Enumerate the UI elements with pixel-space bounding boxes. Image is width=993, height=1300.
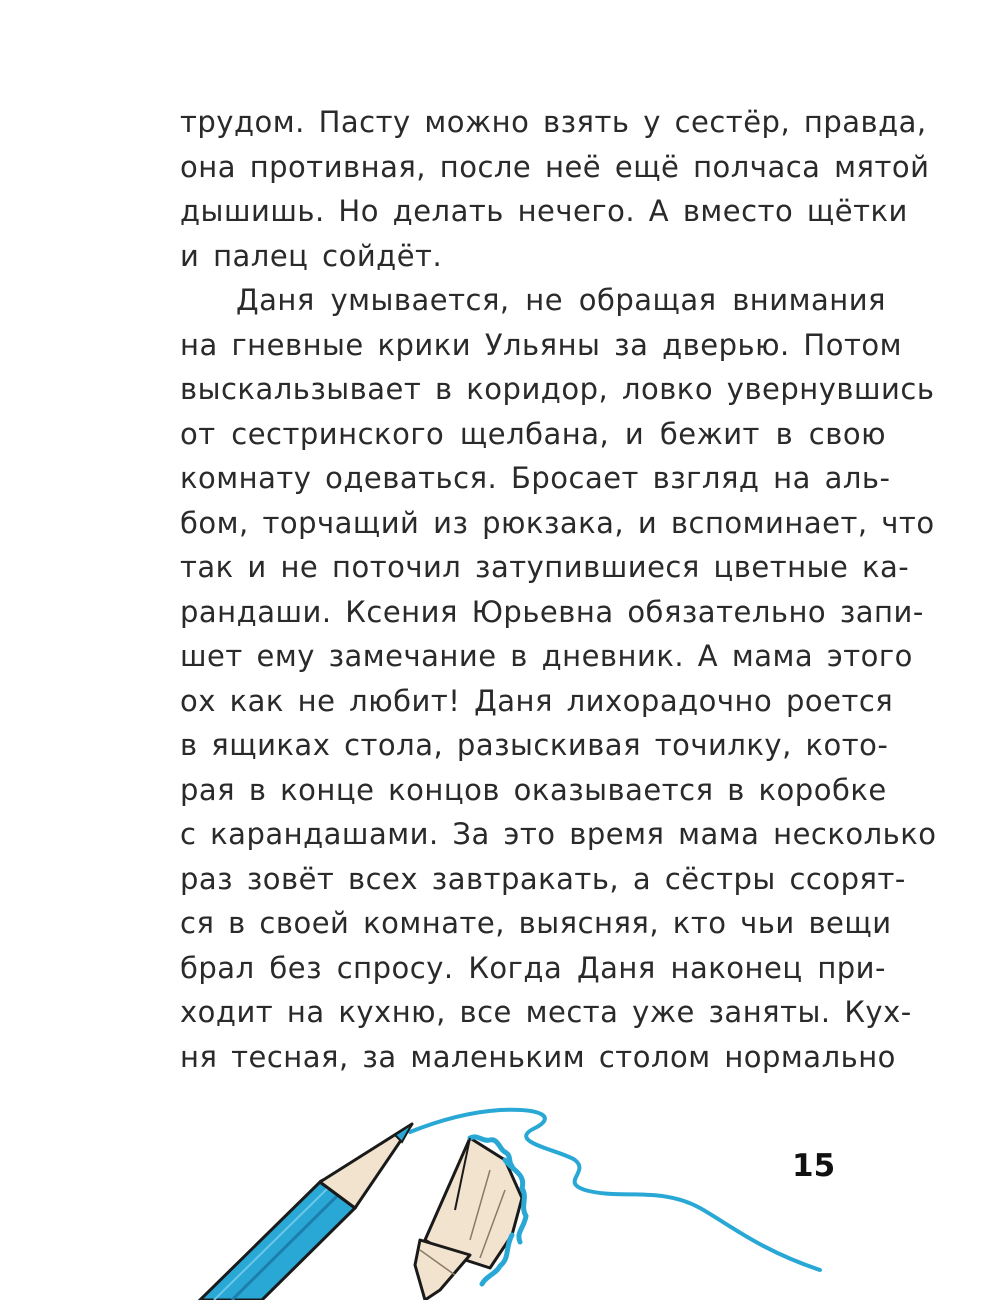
text-line: рая в конце концов оказывается в коробке [180, 772, 887, 807]
text-line: раз зовёт всех завтракать, а сёстры ссорят- [180, 861, 906, 896]
text-line: от сестринского щелбана, и бежит в свою [180, 416, 886, 451]
text-line: дышишь. Но делать нечего. А вместо щётки [180, 194, 908, 228]
text-line: в ящиках стола, разыскивая точилку, кото- [180, 728, 889, 762]
text-line: на гневные крики Ульяны за дверью. Потом [180, 327, 902, 362]
pencil-shavings-icon [415, 1137, 526, 1300]
text-line: она противная, после неё ещё полчаса мятой [180, 149, 930, 184]
text-line: бом, торчащий из рюкзака, и вспоминает, что [180, 505, 935, 540]
text-line: выскальзывает в коридор, ловко увернувшись [180, 372, 935, 406]
text-line: трудом. Пасту можно взять у сестёр, правда, [180, 105, 927, 139]
page-number: 15 [792, 1148, 836, 1184]
text-line: брал без спросу. Когда Даня наконец при- [180, 950, 886, 985]
text-line: комнату одеваться. Бросает взгляд на аль- [180, 461, 891, 495]
text-line: шет ему замечание в дневник. А мама этого [180, 639, 913, 673]
body-text [180, 100, 937, 1079]
pencil-icon [200, 1124, 412, 1300]
text-line: рандаши. Ксения Юрьевна обязательно запи- [180, 594, 924, 629]
text-line: с карандашами. За это время мама несколько [180, 817, 937, 851]
text-line: и палец сойдёт. [180, 238, 443, 273]
text-line: ся в своей комнате, выясняя, кто чьи вещи [180, 906, 892, 940]
text-line: ходит на кухню, все места уже заняты. Кух- [180, 995, 912, 1029]
text-line: ох как не любит! Даня лихорадочно роется [180, 683, 894, 718]
paragraph-first-line: Даня умывается, не обращая внимания [236, 283, 886, 317]
text-line: так и не поточил затупившиеся цветные ка- [180, 550, 910, 584]
pencil-and-shavings-illustration [0, 1090, 993, 1300]
text-line: ня тесная, за маленьким столом нормально [180, 1039, 896, 1074]
